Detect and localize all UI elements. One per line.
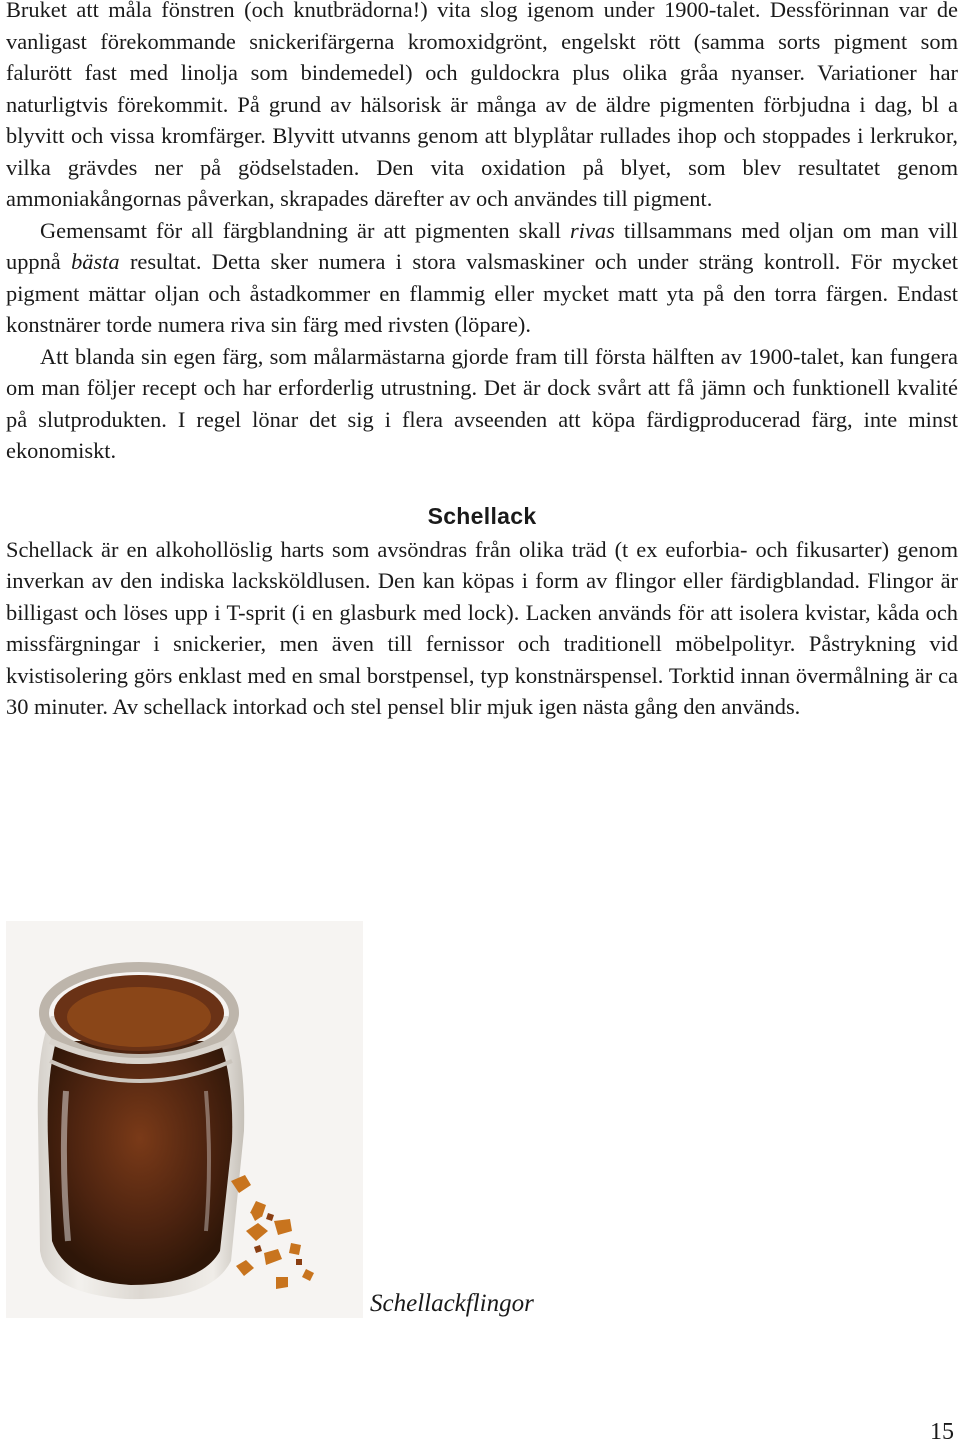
schellack-paragraph: Schellack är en alkohollöslig harts som avsöndras från olika träd (t ex euforbia- och fikusarter) genom inverkan av den indiska lacksköldlusen. Den kan köpas i form av flingor eller färdigblandad. Flingor är billigast och löses upp i T-sprit (i en glasburk med lock). Lacken används för att isolera kvistar, kåda och missfärgningar i snickerier, men även till fernissor och traditionell möbelpolityr. Påstrykning vid kvistisolering görs enklast med en smal borstpensel, typ konstnärspensel. Torktid innan övermålning är ca 30 minuter. Av schellack intorkad och stel pensel blir mjuk igen nästa gång den används. xyxy=(6,536,958,719)
emphasized-term: rivas xyxy=(570,217,615,243)
paragraph-text: resultat. Detta sker numera i stora valsmaskiner och under sträng kontroll. För mycket pigment mättar oljan och åstadkommer en flammig eller mycket matt yta på den torra färgen. Endast konstnärer torde numera riva sin färg med rivsten (löpare). xyxy=(6,249,958,337)
paragraph-text: Att blanda sin egen färg, som målarmästarna gjorde fram till första hälften av 1900-talet, kan fungera om man följer recept och har erforderlig utrustning. Det är dock svårt att få jämn och funktionell kvalité på slutprodukten. I regel lönar det sig i flera avseenden att köpa färdigproducerad färg, inte minst ekonomiskt. xyxy=(6,343,958,463)
body-paragraph xyxy=(6,215,958,341)
intro-section xyxy=(6,0,958,467)
shellac-flakes-jar-photo xyxy=(6,921,363,1318)
paragraph-text: Bruket att måla fönstren (och knutbrädorna!) vita slog igenom under 1900-talet. Dessförinnan var de vanligast förekommande snickerifärgerna kromoxidgrönt, engelskt rött (samma sorts pigment som falurött fast med linolja som bindemedel) och guldockra plus olika gråa nyanser. Variationer har naturligtvis förekommit. På grund av hälsorisk är många av de äldre pigmenten förbjudna i dag, bl a blyvitt och vissa kromfärger. Blyvitt utvanns genom att blyplåtar rullades ihop och stoppades i lerkrukor, vilka grävdes ner på gödselstaden. Den vita oxidation på blyet, som blev resultatet genom ammoniakångornas påverkan, skrapades därefter av och användes till pigment. xyxy=(6,0,958,211)
jar-illustration xyxy=(6,921,363,1318)
emphasized-term: bästa xyxy=(71,249,120,274)
figure-caption: Schellackflingor xyxy=(370,1290,534,1317)
paragraph-text: tillsammans med oljan om man vill uppnå xyxy=(6,217,958,274)
page-number: 15 xyxy=(930,1419,954,1445)
paragraph-text: Gemensamt för all färgblandning är att pigmenten skall xyxy=(40,217,571,243)
body-paragraph xyxy=(6,0,958,215)
document-page xyxy=(6,0,958,723)
body-paragraph xyxy=(6,341,958,467)
section-heading: Schellack xyxy=(427,502,537,529)
